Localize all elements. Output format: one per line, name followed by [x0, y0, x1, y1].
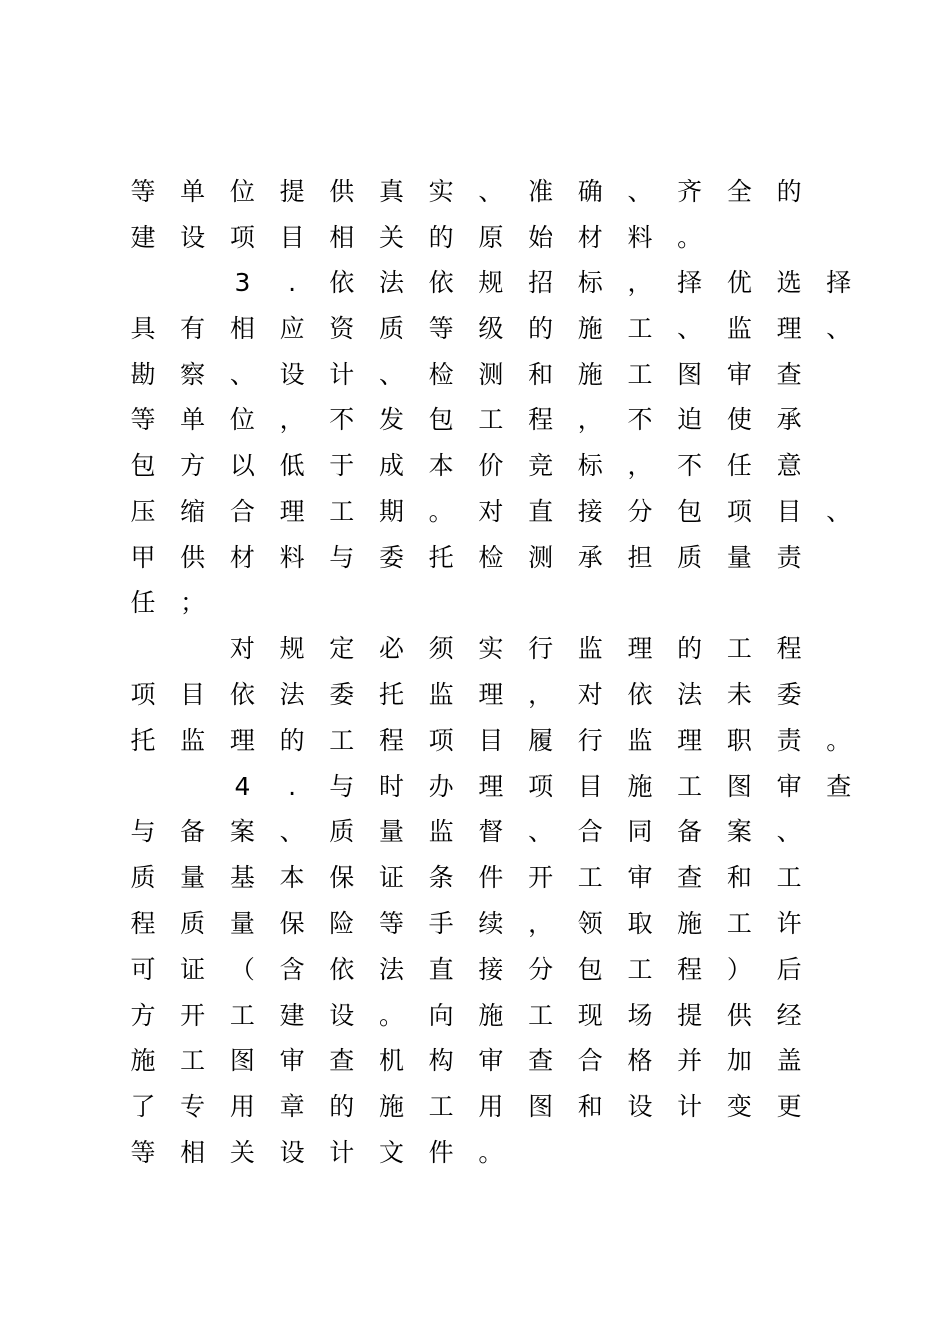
document-page: 等 单 位 提 供 真 实 、 准 确 、 齐 全 的 建 设 项 目 相 关 的 原 始 材 料 。 3 . 依 法 依 规 招 标 ， 择 优 选 择 具 有 相 应 资 质 等 级 的 施 工 、 监 理 、 勘 察 、 设 计 、 检 测 和 施 工 图 审 查 等 单 位 ， 不 发 包 工 程 ， 不 迫 使 承 包 方 以 低 于 成 本 价 竞 标 ， 不 任 意 压 缩 合 理 工 期 。 对 直 接 分 包 项 目 、 甲 供 材 料 与 委 托 检 测 承 担 质 量 责 任 ； 对 规 定 必 须 实 行 监 理 的 工 程 项 目 依 法 委 托 监 理 ， 对 依 法 未 委 托 监 理 的 工 程 项 目 履 行 监 理 职 责 。 4 . 与 时 办 理 项 目 施 工 图 审 查 与 备 案 、 质 量 监 督 、 合 同 备 案 、 质 量 基 本 保 证 条 件 开 工 审 查 和 工 程 质 量 保 险 等 手 续 ， 领 取 施 工 许 可 证 （ 含 依 法 直 接 分 包 工 程 ） 后 方 开 工 建 设 。 向 施 工 现 场 提 供 经 施 工 图 审 查 机 构 审 查 合 格 并 加 盖 了 专 用 章 的 施 工 用 图 和 设 计 变 更 等 相 关 设 计 文 件 。	[0, 0, 950, 1344]
